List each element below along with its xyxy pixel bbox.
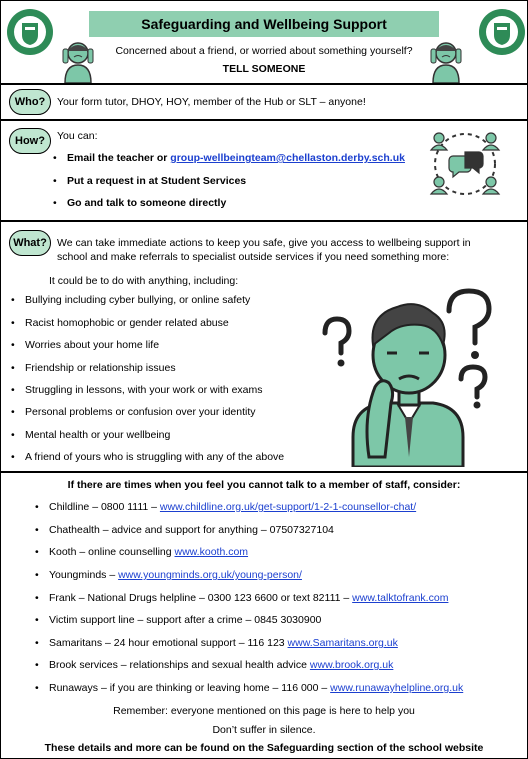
what-intro: It could be to do with anything, including: bbox=[49, 275, 239, 287]
what-line-1: We can take immediate actions to keep you safe, give you access to wellbeing support in bbox=[57, 237, 471, 249]
bullet-dot: • bbox=[35, 569, 39, 581]
bullet-dot: • bbox=[35, 546, 39, 558]
bullet-dot: • bbox=[35, 501, 39, 513]
samaritans-link[interactable]: www.Samaritans.org.uk bbox=[287, 637, 398, 649]
service-samaritans bbox=[49, 637, 398, 650]
footer-website-note: These details and more can be found on the Safeguarding section of the school website bbox=[44, 742, 484, 754]
confused-person-icon bbox=[317, 287, 501, 467]
bullet-dot: • bbox=[11, 384, 15, 396]
service-chathealth: Chathealth – advice and support for anything – 07507327104 bbox=[49, 524, 334, 536]
bullet-dot: • bbox=[53, 197, 57, 209]
service-brook bbox=[49, 659, 393, 672]
concern-item: Worries about your home life bbox=[25, 339, 160, 351]
divider bbox=[1, 119, 527, 121]
service-frank bbox=[49, 592, 448, 605]
how-item-email bbox=[67, 152, 405, 165]
subtitle: Concerned about a friend, or worried about something yourself? bbox=[115, 45, 413, 57]
bullet-dot: • bbox=[11, 339, 15, 351]
how-item-talk: Go and talk to someone directly bbox=[67, 197, 227, 209]
concern-item: Bullying including cyber bullying, or online safety bbox=[25, 294, 251, 306]
footer-reminder: Remember: everyone mentioned on this page is here to help you bbox=[113, 705, 415, 717]
bullet-dot: • bbox=[35, 524, 39, 536]
service-runaways bbox=[49, 682, 463, 695]
bullet-dot: • bbox=[11, 317, 15, 329]
bullet-dot: • bbox=[53, 152, 57, 164]
youngminds-link[interactable]: www.youngminds.org.uk/young-person/ bbox=[118, 569, 302, 581]
concern-item: Personal problems or confusion over your identity bbox=[25, 406, 256, 418]
how-badge: How? bbox=[9, 128, 51, 154]
how-intro: You can: bbox=[57, 130, 98, 142]
childline-link[interactable]: www.childline.org.uk/get-support/1-2-1-counsellor-chat/ bbox=[159, 501, 417, 513]
what-badge: What? bbox=[9, 230, 51, 256]
divider bbox=[1, 471, 527, 473]
how-item-request: Put a request in at Student Services bbox=[67, 175, 247, 187]
service-text: Childline – 0800 1111 – bbox=[49, 501, 160, 513]
brook-link[interactable]: www.brook.org.uk bbox=[309, 659, 394, 671]
footer-suffer: Don’t suffer in silence. bbox=[212, 724, 316, 736]
service-text: Youngminds – bbox=[49, 569, 119, 581]
who-badge: Who? bbox=[9, 89, 51, 115]
page-title: Safeguarding and Wellbeing Support bbox=[89, 11, 439, 37]
bullet-dot: • bbox=[11, 451, 15, 463]
service-text: Frank – National Drugs helpline – 0300 123 6600 or text 82111 – bbox=[49, 592, 353, 604]
service-text: Kooth – online counselling bbox=[49, 546, 175, 558]
service-text: Samaritans – 24 hour emotional support – 116 123 bbox=[49, 637, 288, 649]
concern-item: Mental health or your wellbeing bbox=[25, 429, 171, 441]
services-heading: If there are times when you feel you cannot talk to a member of staff, consider: bbox=[67, 479, 461, 491]
kooth-link[interactable]: www.kooth.com bbox=[174, 546, 249, 558]
group-chat-icon bbox=[425, 128, 505, 200]
service-text: Runaways – if you are thinking or leaving home – 116 000 – bbox=[49, 682, 331, 694]
bullet-dot: • bbox=[35, 614, 39, 626]
service-text: Brook services – relationships and sexual health advice bbox=[49, 659, 310, 671]
concern-item: Racist homophobic or gender related abuse bbox=[25, 317, 229, 329]
bullet-dot: • bbox=[35, 682, 39, 694]
bullet-dot: • bbox=[11, 294, 15, 306]
divider bbox=[1, 220, 527, 222]
concern-item: Friendship or relationship issues bbox=[25, 362, 176, 374]
what-line-2: school and make referrals to specialist outside services if you need something more: bbox=[57, 251, 450, 263]
bullet-dot: • bbox=[35, 592, 39, 604]
frank-link[interactable]: www.talktofrank.com bbox=[352, 592, 449, 604]
concern-item: A friend of yours who is struggling with any of the above bbox=[25, 451, 285, 463]
divider bbox=[1, 83, 527, 85]
who-text: Your form tutor, DHOY, HOY, member of the Hub or SLT – anyone! bbox=[57, 96, 366, 108]
bullet-dot: • bbox=[53, 175, 57, 187]
bullet-dot: • bbox=[35, 637, 39, 649]
service-childline bbox=[49, 501, 416, 514]
bullet-dot: • bbox=[11, 429, 15, 441]
runaways-link[interactable]: www.runawayhelpline.org.uk bbox=[330, 682, 464, 694]
wellbeing-email-link[interactable]: group-wellbeingteam@chellaston.derby.sch.uk bbox=[170, 152, 405, 164]
how-item-email-text: Email the teacher or bbox=[67, 152, 171, 164]
concern-item: Struggling in lessons, with your work or with exams bbox=[25, 384, 263, 396]
bullet-dot: • bbox=[35, 659, 39, 671]
bullet-dot: • bbox=[11, 406, 15, 418]
tagline: TELL SOMEONE bbox=[222, 63, 306, 75]
service-kooth bbox=[49, 546, 248, 559]
bullet-dot: • bbox=[11, 362, 15, 374]
service-youngminds bbox=[49, 569, 302, 582]
service-victim-support: Victim support line – support after a crime – 0845 3030900 bbox=[49, 614, 322, 626]
